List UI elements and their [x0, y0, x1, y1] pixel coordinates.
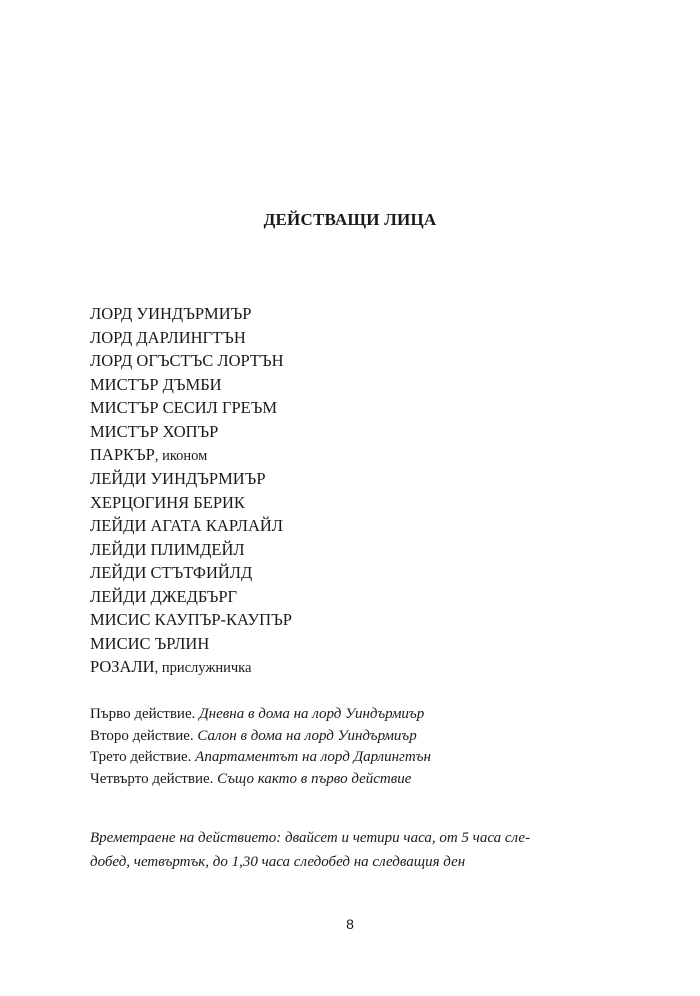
cast-entry — [90, 586, 292, 610]
character-name: ЛОРД УИНДЪРМИЪР — [90, 304, 252, 323]
character-name: ЛЕЙДИ ДЖЕДБЪРГ — [90, 586, 238, 606]
cast-entry — [90, 397, 284, 421]
character-name: МИСТЪР ДЪМБИ — [90, 374, 222, 394]
character-name: ХЕРЦОГИНЯ БЕРИК — [90, 492, 245, 512]
cast-entry — [90, 515, 292, 539]
cast-entry — [90, 562, 292, 586]
cast-list-women — [90, 468, 292, 680]
cast-entry — [90, 468, 292, 492]
character-name: МИСТЪР СЕСИЛ ГРЕЪМ — [90, 398, 278, 417]
character-name: ЛОРД ДАРЛИНГТЪН — [90, 327, 246, 347]
cast-entry — [90, 444, 284, 468]
character-name: МИСТЪР ХОПЪР — [90, 421, 219, 441]
character-name: ПАРКЪР — [90, 445, 155, 464]
act-entry — [90, 747, 431, 769]
act-setting: Салон в дома на лорд Уиндърмиър — [197, 727, 417, 744]
cast-entry — [90, 609, 292, 633]
cast-entry — [90, 492, 292, 516]
act-label: Второ действие. — [90, 727, 194, 744]
cast-list-men — [90, 303, 284, 468]
character-name: ЛЕЙДИ АГАТА КАРЛАЙЛ — [90, 516, 283, 535]
character-role: , прислужничка — [154, 660, 252, 676]
cast-entry — [90, 327, 284, 351]
page-title: ДЕЙСТВАЩИ ЛИЦА — [263, 210, 437, 229]
page-number: 8 — [346, 916, 354, 932]
character-name: ЛЕЙДИ СТЪТФИЙЛД — [90, 563, 253, 582]
cast-entry — [90, 656, 292, 680]
character-name: ЛЕЙДИ УИНДЪРМИЪР — [90, 469, 266, 488]
act-label: Четвърто действие. — [90, 770, 214, 787]
character-name: МИСИС ЪРЛИН — [90, 633, 210, 653]
cast-entry — [90, 303, 284, 327]
act-entry — [90, 769, 431, 791]
cast-entry — [90, 374, 284, 398]
character-name: РОЗАЛИ — [90, 657, 155, 676]
act-setting: Дневна в дома на лорд Уиндърмиър — [199, 706, 425, 722]
act-entry — [90, 704, 431, 726]
duration-note — [90, 826, 610, 874]
duration-line: Времетраене на действието: двайсет и четири часа, от 5 часа сле- — [90, 830, 531, 846]
act-setting: Също както в първо действие — [217, 770, 412, 787]
character-name: ЛЕЙДИ ПЛИМДЕЙЛ — [90, 539, 245, 559]
cast-entry — [90, 421, 284, 445]
act-setting: Апартаментът на лорд Дарлингтън — [195, 749, 431, 765]
acts-list — [90, 704, 431, 790]
cast-entry — [90, 539, 292, 563]
duration-line: добед, четвъртък, до 1,30 часа следобед на следващия ден — [90, 854, 466, 870]
act-label: Първо действие. — [90, 706, 196, 722]
act-label: Трето действие. — [90, 749, 192, 765]
character-name: ЛОРД ОГЪСТЪС ЛОРТЪН — [90, 351, 284, 370]
character-role: , иконом — [154, 448, 208, 464]
act-entry — [90, 726, 431, 748]
cast-entry — [90, 633, 292, 657]
cast-entry — [90, 350, 284, 374]
character-name: МИСИС КАУПЪР-КАУПЪР — [90, 610, 292, 629]
